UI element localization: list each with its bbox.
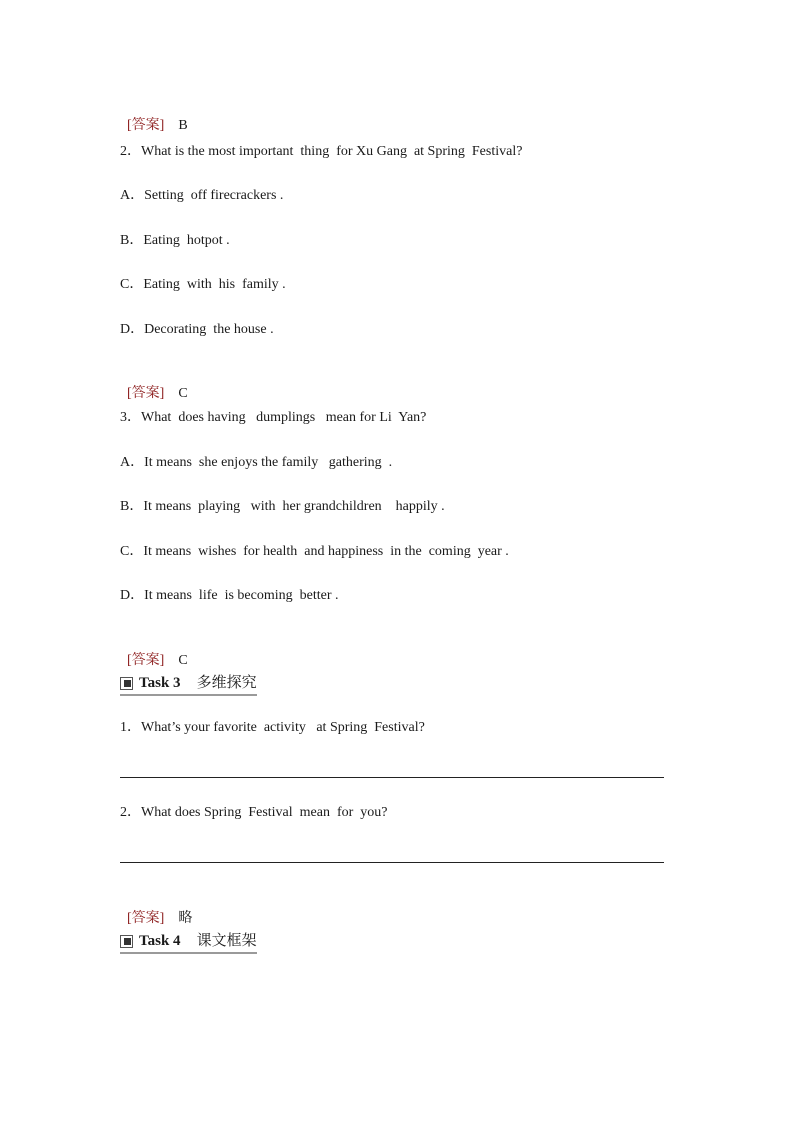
task-title: 多维探究 — [196, 675, 257, 691]
option-a: A．It means she enjoys the family gathering . — [120, 455, 393, 470]
task3-question-1: 1．What’s your favorite activity at Spring Festival? — [120, 720, 425, 735]
answer-row-q3 — [120, 631, 188, 671]
question-2: 2．What is the most important thing for Xu Gang at Spring Festival? — [120, 144, 523, 159]
answer-row-q2 — [120, 364, 188, 404]
answer-label: [答案] — [127, 911, 165, 926]
answer-value: C — [178, 386, 188, 401]
task-label: Task 4 — [139, 933, 181, 949]
task-3-heading — [120, 673, 257, 696]
section-marker-icon — [120, 935, 133, 948]
answer-value: 略 — [178, 911, 193, 926]
option-b: B．Eating hotpot . — [120, 233, 230, 248]
option-d: D．Decorating the house . — [120, 322, 274, 337]
task-4-heading — [120, 931, 257, 954]
answer-blank-line — [120, 777, 664, 778]
task-title: 课文框架 — [196, 933, 257, 949]
answer-label: [答案] — [127, 118, 165, 133]
task-label: Task 3 — [139, 675, 181, 691]
section-marker-icon — [120, 677, 133, 690]
answer-blank-line — [120, 862, 664, 863]
answer-label: [答案] — [127, 386, 165, 401]
question-3: 3．What does having dumplings mean for Li Yan? — [120, 410, 427, 425]
option-c: C．It means wishes for health and happiness in the coming year . — [120, 544, 509, 559]
task3-question-2: 2．What does Spring Festival mean for you? — [120, 805, 388, 820]
option-b: B．It means playing with her grandchildren happily . — [120, 499, 445, 514]
answer-row-q1 — [120, 96, 188, 136]
answer-value: B — [178, 118, 188, 133]
option-d: D．It means life is becoming better . — [120, 588, 339, 603]
answer-row-task3 — [120, 889, 192, 929]
answer-value: C — [178, 653, 188, 668]
option-c: C．Eating with his family . — [120, 277, 286, 292]
answer-label: [答案] — [127, 653, 165, 668]
option-a: A．Setting off firecrackers . — [120, 188, 284, 203]
